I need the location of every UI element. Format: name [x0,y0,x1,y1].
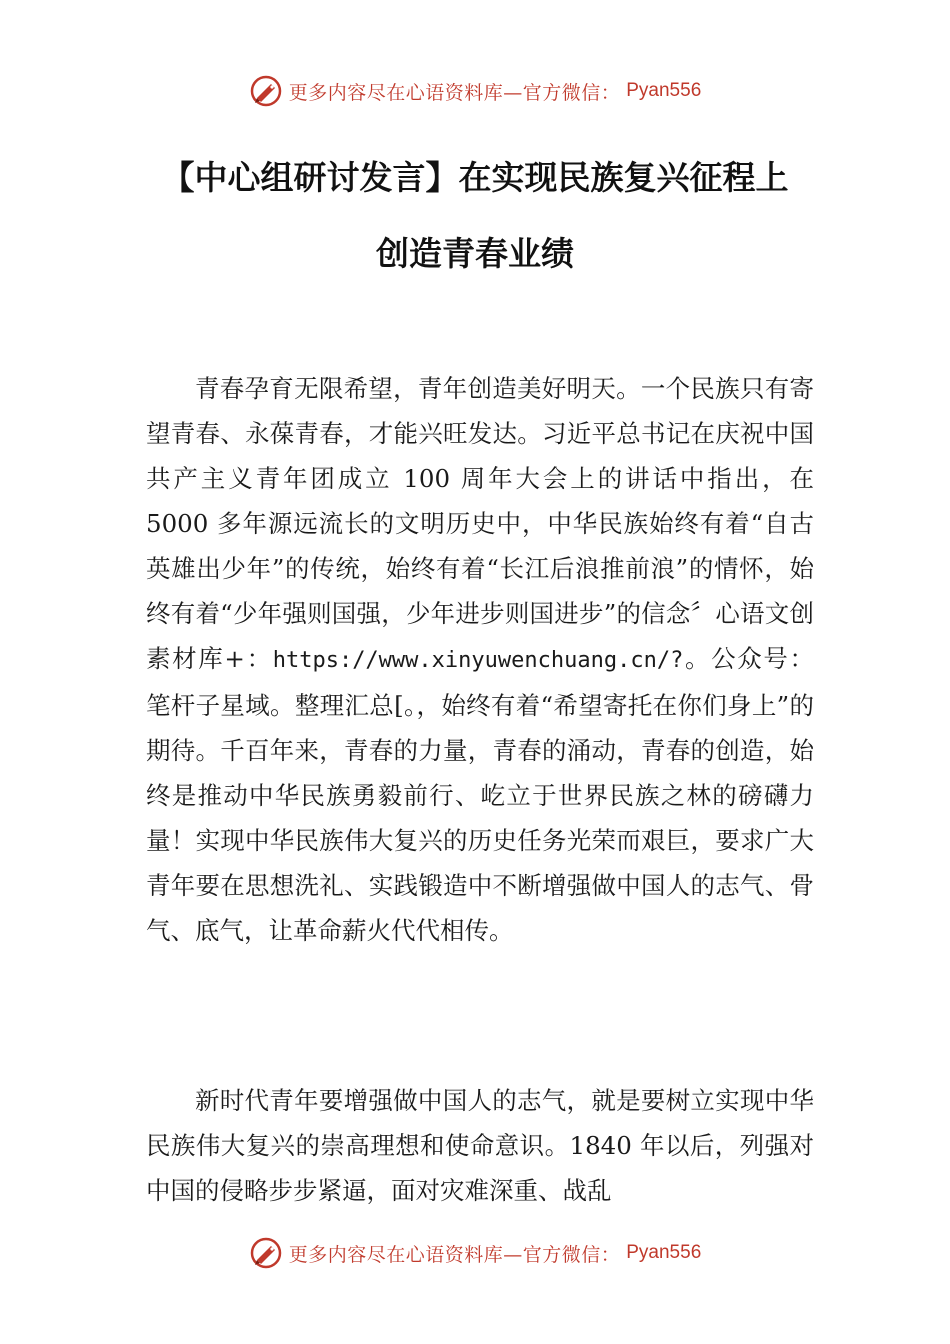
paragraph-2 [146,1078,814,1213]
page-title-line-2: 创造青春业绩 [376,234,574,273]
banner-wechat-id: Pyan556 [626,1242,702,1263]
banner-wechat-id: Pyan556 [626,80,702,101]
pen-nib-logo-icon [249,74,283,108]
header-banner [0,74,950,108]
pen-nib-logo-icon [249,1236,283,1270]
paragraph-1 [146,366,814,953]
paragraph-1-text-a: 青春孕育无限希望，青年创造美好明天。一个民族只有寄望青春、永葆青春，才能兴旺发达。习近平总书记在庆祝中国共产主义青年团成立 100 周年大会上的讲话中指出，在 5000 多年源远流长的文明历史中，中华民族始终有着“自古英雄出少年”的传统，始终有着“长江后浪推前浪”的情怀，始终有着“少年强则国强，少年进步则国进步”的信念〞心语文创素材库+： [146,374,814,673]
banner-text: 更多内容尽在心语资料库—官方微信： [288,81,621,104]
footer-banner [0,1236,950,1270]
paragraph-1-url: https://www.xinyuwenchuang.cn/? [272,648,684,673]
paragraph-1-text-b: 。公众号：笔杆子星域。整理汇总[。，始终有着“希望寄托在你们身上”的期待。千百年来，青春的力量，青春的涌动，青春的创造，始终是推动中华民族勇毅前行、屹立于世界民族之林的磅礴力量！实现中华民族伟大复兴的历史任务光荣而艰巨，要求广大青年要在思想洗礼、实践锻造中不断增强做中国人的志气、骨气、底气，让革命薪火代代相传。 [146,644,815,945]
page-title-line-1: 【中心组研讨发言】在实现民族复兴征程上 [161,158,789,197]
banner-text: 更多内容尽在心语资料库—官方微信： [288,1243,621,1266]
paragraph-2-text: 新时代青年要增强做中国人的志气，就是要树立实现中华民族伟大复兴的崇高理想和使命意识。1840 年以后，列强对中国的侵略步步紧逼，面对灾难深重、战乱 [146,1086,814,1205]
